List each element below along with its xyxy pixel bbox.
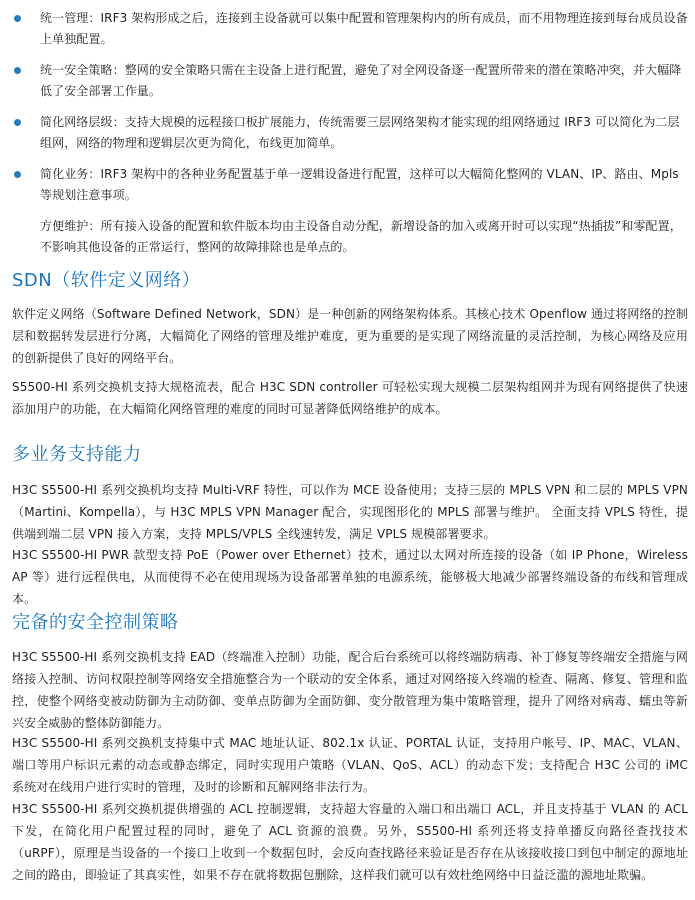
bullet-text: 统一安全策略：整网的安全策略只需在主设备上进行配置，避免了对全网设备逐一配置所带来的潜在策略冲突，并大幅降低了安全部署工作量。 [40,63,682,98]
section-title-security: 完备的安全控制策略 [12,612,179,633]
security-paragraph-3: H3C S5500-HI 系列交换机提供增强的 ACL 控制逻辑，支持超大容量的入端口和出端口 ACL，并且支持基于 VLAN 的 ACL 下发，在简化用户配置过程的同时，避免了 ACL 资源的浪费。另外，S5500-HI 系列还将支持单播反向路径查找技术（uRPF），原理是当设备的一个接口上收到一个数据包时，会反向查找路径来验证是否存在从该接收接口到包中制定的源地址之间的路由，即验证了其真实性，如果不存在就将数据包删除，这样我们就可以有效杜绝网络中日益泛滥的源地址欺骗。 [12,802,688,882]
section-title-sdn: SDN（软件定义网络） [12,270,201,291]
multi-service-paragraph-2: H3C S5500-HI PWR 款型支持 PoE（Power over Ethernet）技术，通过以太网对所连接的设备（如 IP Phone，Wireless AP 等）进行远程供电，从而使得不必在使用现场为设备部署单独的电源系统，能够极大地减少部署终端设备的布线和管理成本。 [12,548,688,606]
bullet-text: 简化业务：IRF3 架构中的各种业务配置基于单一逻辑设备进行配置，这样可以大幅简化整网的 VLAN、IP、路由、Mpls 等规划注意事项。 [40,167,679,202]
sdn-paragraph-1: 软件定义网络（Software Defined Network，SDN）是一种创新的网络架构体系。其核心技术 Openflow 通过将网络的控制层和数据转发层进行分离，大幅简化了网络的管理及维护难度，更为重要的是实现了网络流量的灵活控制，为核心网络及应用的创新提供了良好的网络平台。 [12,307,688,365]
security-paragraph-2: H3C S5500-HI 系列交换机支持集中式 MAC 地址认证、802.1x 认证、PORTAL 认证，支持用户帐号、IP、MAC、VLAN、端口等用户标识元素的动态或静态绑定，同时实现用户策略（VLAN、QoS、ACL）的动态下发；支持配合 H3C 公司的 iMC 系统对在线用户进行实时的管理，及时的诊断和瓦解网络非法行为。 [12,736,688,794]
bullet-dot-icon [14,67,21,74]
bullet-dot-icon [14,119,21,126]
bullet-dot-icon [14,171,21,178]
section-title-multi-service: 多业务支持能力 [12,444,142,465]
bullet-easy-maintenance [12,216,690,258]
irf3-benefits-list [12,8,690,268]
bullet-text: 统一管理：IRF3 架构形成之后，连接到主设备就可以集中配置和管理架构内的所有成员，而不用物理连接到每台成员设备上单独配置。 [40,11,688,46]
bullet-dot-icon [14,15,21,22]
security-paragraph-1: H3C S5500-HI 系列交换机支持 EAD（终端准入控制）功能，配合后台系统可以将终端防病毒、补丁修复等终端安全措施与网络接入控制、访问权限控制等网络安全措施整合为一个联动的安全体系，通过对网络接入终端的检查、隔离、修复、管理和监控，使整个网络变被动防御为主动防御、变单点防御为全面防御、变分散管理为集中策略管理，提升了网络对病毒、蠕虫等新兴安全威胁的整体防御能力。 [12,650,688,730]
bullet-simplify-layers [12,112,690,154]
bullet-text: 简化网络层级：支持大规模的远程接口板扩展能力，传统需要三层网络架构才能实现的组网络通过 IRF3 可以简化为二层组网，网络的物理和逻辑层次更为简化，布线更加简单。 [40,115,680,150]
bullet-text: 方便维护：所有接入设备的配置和软件版本均由主设备自动分配，新增设备的加入或离开时可以实现“热插拔”和零配置，不影响其他设备的正常运行，整网的故障排除也是单点的。 [40,219,682,254]
sdn-paragraph-2: S5500-HI 系列交换机支持大规格流表，配合 H3C SDN controller 可轻松实现大规模二层架构组网并为现有网络提供了快速添加用户的功能，在大幅简化网络管理的难度的同时可显著降低网络维护的成本。 [12,380,688,416]
bullet-unified-security [12,60,690,102]
multi-service-paragraph-1: H3C S5500-HI 系列交换机均支持 Multi-VRF 特性，可以作为 MCE 设备使用；支持三层的 MPLS VPN 和二层的 MPLS VPN（Martini、Kompella），与 H3C MPLS VPN Manager 配合，实现图形化的 MPLS 部署与维护。 全面支持 VPLS 特性，提供端到端二层 VPN 接入方案，支持 MPLS/VPLS 全线速转发，满足 VPLS 规模部署要求。 [12,483,688,541]
bullet-unified-management [12,8,690,50]
bullet-simplify-services [12,164,690,206]
